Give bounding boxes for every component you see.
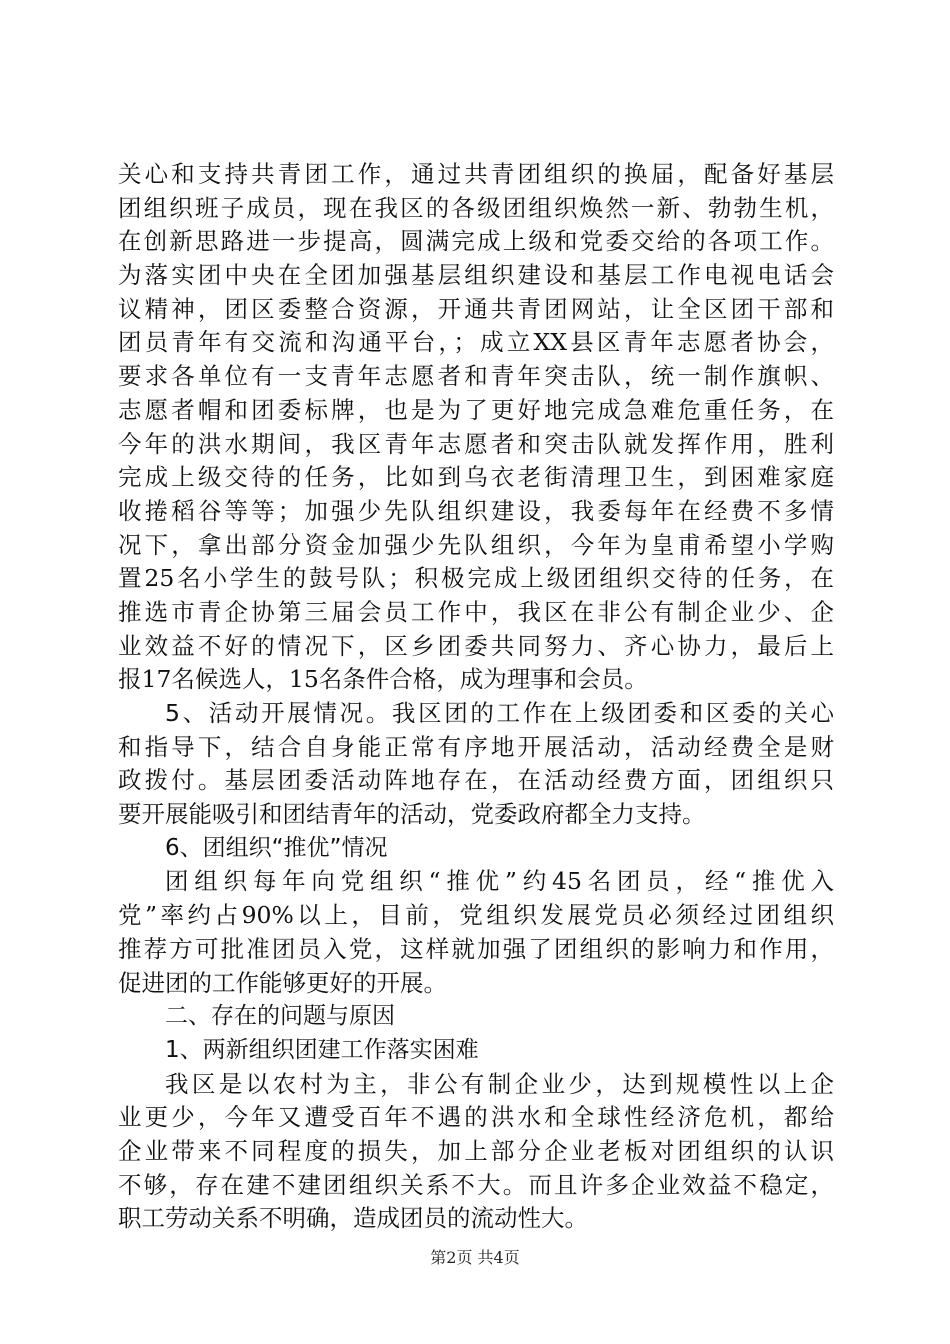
text-line: 团组织班子成员，现在我区的各级团组织焕然一新、勃勃生机， bbox=[118, 193, 834, 222]
text-line: 职工劳动关系不明确，造成团员的流动性大。 bbox=[118, 1204, 588, 1233]
text-line: 推荐方可批准团员入党，这样就加强了团组织的影响力和作用， bbox=[118, 934, 834, 963]
text-line: 我区是以农村为主，非公有制企业少，达到规模性以上企 bbox=[165, 1069, 834, 1098]
section-5-first-line bbox=[118, 697, 834, 731]
text-line: 团员青年有交流和沟通平台，；成立XX县区青年志愿者协会， bbox=[118, 328, 834, 357]
subsection-1-heading: 1、两新组织团建工作落实困难 bbox=[165, 1036, 479, 1063]
text-line: 完成上级交待的任务，比如到乌衣老街清理卫生，到困难家庭 bbox=[118, 463, 834, 492]
text-line: 议精神，团区委整合资源，开通共青团网站，让全区团干部和 bbox=[118, 294, 834, 323]
page-footer: 第2页 共4页 bbox=[430, 1248, 520, 1267]
text-line: 团组织每年向党组织“推优”约45名团员，经“推优入 bbox=[165, 867, 834, 896]
text-line: 置25名小学生的鼓号队；积极完成上级团组织交待的任务，在 bbox=[118, 564, 834, 593]
text-line: 关心和支持共青团工作，通过共青团组织的换届，配备好基层 bbox=[118, 160, 834, 188]
text-line: 不够，存在建不建团组织关系不大。而且许多企业效益不稳定， bbox=[118, 1170, 834, 1199]
text-line: 为落实团中央在全团加强基层组织建设和基层工作电视电话会 bbox=[118, 261, 834, 290]
text-line: 和指导下，结合自身能正常有序地开展活动，活动经费全是财 bbox=[118, 732, 834, 761]
text-line: 在创新思路进一步提高，圆满完成上级和党委交给的各项工作。 bbox=[118, 227, 834, 256]
section-5-text: 我区团的工作在上级团委和区委的关心 bbox=[391, 699, 835, 727]
text-line: 企业带来不同程度的损失，加上部分企业老板对团组织的认识 bbox=[118, 1136, 834, 1165]
text-line: 党”率约占90%以上，目前，党组织发展党员必须经过团组织 bbox=[118, 901, 834, 930]
text-line: 况下，拿出部分资金加强少先队组织，今年为皇甫希望小学购 bbox=[118, 530, 834, 559]
text-line: 报17名候选人，15名条件合格，成为理事和会员。 bbox=[118, 665, 648, 694]
text-line: 促进团的工作能够更好的开展。 bbox=[118, 968, 447, 997]
text-line: 要开展能吸引和团结青年的活动，党委政府都全力支持。 bbox=[118, 800, 706, 829]
text-line: 业更少，今年又遭受百年不遇的洪水和全球性经济危机，都给 bbox=[118, 1103, 834, 1132]
document-body bbox=[118, 158, 834, 1236]
text-line: 收捲稻谷等等；加强少先队组织建设，我委每年在经费不多情 bbox=[118, 496, 834, 525]
section-6-heading: 6、团组织“推优”情况 bbox=[165, 834, 388, 861]
text-line: 政拨付。基层团委活动阵地存在，在活动经费方面，团组织只 bbox=[118, 766, 834, 795]
section-5-heading: 5、活动开展情况。 bbox=[165, 699, 392, 727]
text-line: 今年的洪水期间，我区青年志愿者和突击队就发挥作用，胜利 bbox=[118, 429, 834, 458]
text-line: 推选市青企协第三届会员工作中，我区在非公有制企业少、企 bbox=[118, 597, 834, 626]
part-2-heading: 二、存在的问题与原因 bbox=[165, 1003, 395, 1030]
text-line: 要求各单位有一支青年志愿者和青年突击队，统一制作旗帜、 bbox=[118, 362, 834, 391]
text-line: 志愿者帽和团委标牌，也是为了更好地完成急难危重任务，在 bbox=[118, 395, 834, 424]
text-line: 业效益不好的情况下，区乡团委共同努力、齐心协力，最后上 bbox=[118, 631, 834, 660]
